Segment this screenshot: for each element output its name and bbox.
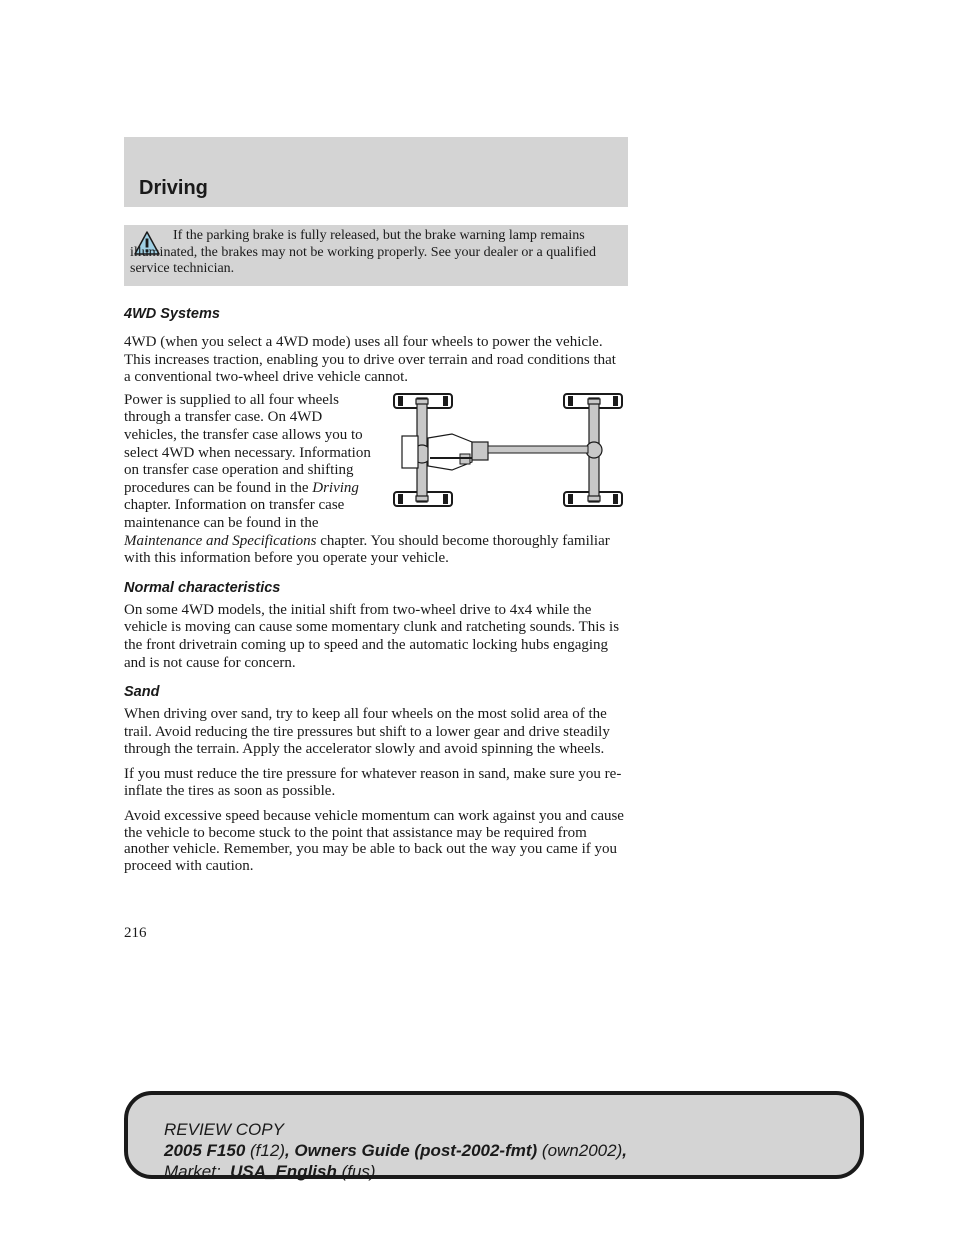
heading-4wd-systems: 4WD Systems — [124, 306, 220, 322]
page-number: 216 — [124, 925, 147, 941]
footer-text — [164, 1119, 627, 1182]
section-header-band — [124, 137, 628, 207]
paragraph-transfer-case — [124, 392, 624, 568]
footer-model-line — [164, 1140, 627, 1161]
heading-normal-characteristics: Normal characteristics — [124, 579, 281, 596]
paragraph-sand-1: When driving over sand, try to keep all four wheels on the most solid area of the trail. Avoid reducing the tire pressures but shift to a lower gear and drive steadily through the terrain. Apply the accelerator slowly and avoid spinning the wheels. — [124, 706, 610, 758]
text-span: chapter. You should become thoroughly familiar with this information before you operate your vehicle. — [124, 532, 610, 567]
warning-text: If the parking brake is fully released, but the brake warning lamp remains illuminated, the brakes may not be working properly. See your dealer or a qualified service technician. — [130, 228, 596, 276]
footer-market-line — [164, 1161, 627, 1182]
footer-separator: , — [622, 1141, 627, 1160]
footer-guide: , Owners Guide (post-2002-fmt) — [284, 1141, 538, 1160]
footer-model-code: (f12) — [245, 1141, 285, 1160]
text-span: chapter. Information on transfer case maintenance can be found in the — [124, 497, 345, 531]
text-span: Power is supplied to all four wheels through a transfer case. On 4WD vehicles, the transfer case allows you to select 4WD when necessary. Information on transfer case operation and shifting procedures can be found in the — [124, 391, 371, 496]
footer-model: 2005 F150 — [164, 1141, 246, 1160]
main-content — [124, 306, 624, 874]
heading-sand: Sand — [124, 684, 160, 701]
warning-box — [124, 225, 628, 286]
section-title: Driving — [139, 177, 208, 199]
4wd-drivetrain-diagram — [388, 392, 624, 512]
paragraph-sand-3: Avoid excessive speed because vehicle momentum can work against you and cause the vehicle to become stuck to the point that assistance may be required from another vehicle. Remember, you may be able to back out the way you came if you proceed with caution. — [124, 808, 624, 874]
paragraph-sand-2: If you must reduce the tire pressure for whatever reason in sand, make sure you re-inflate the tires as soon as possible. — [124, 765, 622, 800]
chapter-ref-maintenance: Maintenance and Specifications — [124, 532, 317, 549]
footer-guide-code: (own2002) — [537, 1141, 623, 1160]
review-copy-footer — [124, 1091, 864, 1179]
paragraph-normal-characteristics: On some 4WD models, the initial shift from two-wheel drive to 4x4 while the vehicle is moving can cause some momentary clunk and ratcheting sounds. This is the front drivetrain coming up to speed and the automatic locking hubs engaging and is not cause for concern. — [124, 601, 620, 671]
footer-market: USA_English — [230, 1162, 337, 1181]
paragraph-4wd-intro: 4WD (when you select a 4WD mode) uses all four wheels to power the vehicle. This increases traction, enabling you to drive over terrain and road conditions that a conventional two-wheel drive vehicle cannot. — [124, 334, 616, 386]
footer-market-code: (fus) — [336, 1162, 376, 1181]
footer-review-copy: REVIEW COPY — [164, 1120, 284, 1139]
footer-market-label: Market: — [164, 1162, 231, 1181]
chapter-ref-driving: Driving — [312, 479, 359, 496]
